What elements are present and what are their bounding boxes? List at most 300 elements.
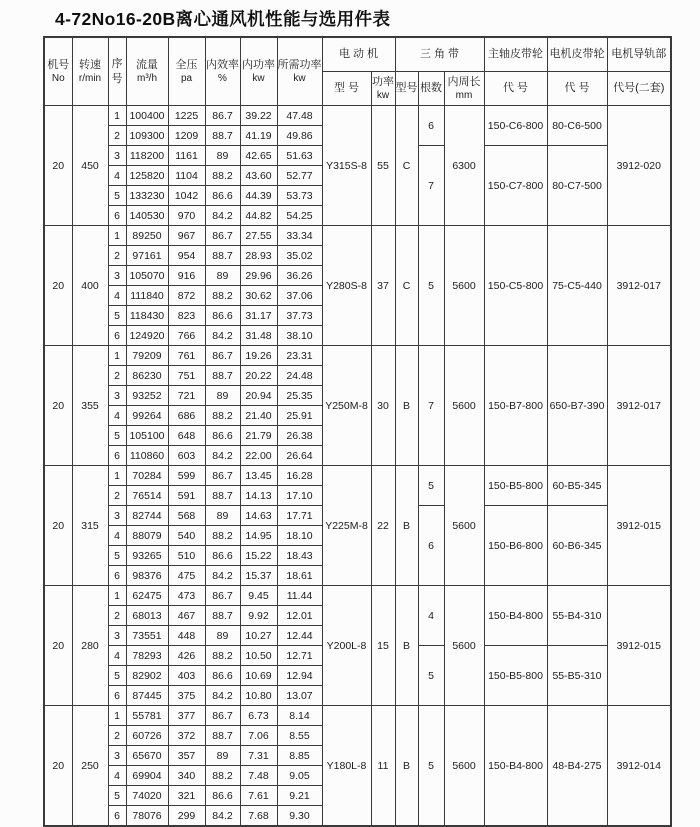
cell-efficiency: 86.6 (205, 186, 240, 206)
cell-efficiency: 86.6 (205, 666, 240, 686)
header-belt-group: 三 角 带 (395, 37, 484, 72)
cell-pressure: 510 (168, 546, 205, 566)
cell-efficiency: 88.2 (205, 526, 240, 546)
cell-belt-length: 5600 (444, 586, 484, 706)
cell-main-pulley: 150-B5-800 (484, 466, 547, 506)
header-machine-no (44, 37, 72, 106)
cell-required-power: 8.85 (277, 746, 322, 766)
header-efficiency-label: 内效率 (206, 58, 239, 71)
header-required-power-unit: kw (293, 73, 306, 85)
header-machine-label: 机号 (47, 58, 70, 71)
cell-pressure: 377 (168, 706, 205, 726)
cell-efficiency: 84.2 (205, 806, 240, 827)
cell-motor-pulley: 55-B5-310 (547, 646, 607, 706)
cell-pressure: 761 (168, 346, 205, 366)
cell-internal-power: 15.37 (240, 566, 277, 586)
cell-internal-power: 14.13 (240, 486, 277, 506)
cell-efficiency: 89 (205, 266, 240, 286)
cell-internal-power: 7.68 (240, 806, 277, 827)
cell-internal-power: 27.55 (240, 226, 277, 246)
cell-required-power: 38.10 (277, 326, 322, 346)
cell-efficiency: 89 (205, 506, 240, 526)
cell-efficiency: 86.6 (205, 306, 240, 326)
cell-serial: 6 (108, 806, 126, 827)
header-pressure (168, 37, 205, 106)
header-motor-pulley-group: 电机皮带轮 (547, 37, 607, 72)
header-motor-power-unit: kw (376, 90, 390, 102)
header-speed-unit: r/min (78, 73, 102, 85)
cell-serial: 4 (108, 166, 126, 186)
header-motor-power-label: 功率 (372, 75, 394, 88)
cell-efficiency: 84.2 (205, 326, 240, 346)
cell-efficiency: 84.2 (205, 686, 240, 706)
cell-serial: 2 (108, 366, 126, 386)
cell-internal-power: 31.17 (240, 306, 277, 326)
cell-serial: 5 (108, 306, 126, 326)
cell-internal-power: 43.60 (240, 166, 277, 186)
cell-serial: 2 (108, 126, 126, 146)
cell-main-pulley: 150-B4-800 (484, 586, 547, 646)
header-main-pulley-code: 代 号 (484, 72, 547, 106)
cell-internal-power: 6.73 (240, 706, 277, 726)
cell-rail-code: 3912-017 (607, 346, 671, 466)
cell-flow: 110860 (126, 446, 168, 466)
cell-flow: 88079 (126, 526, 168, 546)
page-title: 4-72No16-20B离心通风机性能与选用件表 (55, 9, 391, 29)
cell-main-pulley: 150-C5-800 (484, 226, 547, 346)
cell-pressure: 823 (168, 306, 205, 326)
cell-rail-code: 3912-014 (607, 706, 671, 827)
cell-efficiency: 86.7 (205, 706, 240, 726)
cell-pressure: 1225 (168, 106, 205, 126)
cell-efficiency: 88.7 (205, 486, 240, 506)
cell-motor-power: 22 (371, 466, 395, 586)
cell-machine-no: 20 (44, 106, 72, 226)
header-serial-bottom: 号 (111, 72, 123, 85)
cell-machine-no: 20 (44, 346, 72, 466)
cell-internal-power: 28.93 (240, 246, 277, 266)
cell-main-pulley: 150-B6-800 (484, 506, 547, 586)
cell-serial: 5 (108, 666, 126, 686)
cell-pressure: 372 (168, 726, 205, 746)
header-belt-count: 根数 (418, 72, 444, 106)
cell-serial: 4 (108, 406, 126, 426)
cell-flow: 93252 (126, 386, 168, 406)
cell-serial: 2 (108, 246, 126, 266)
header-machine-unit: No (51, 73, 65, 85)
cell-efficiency: 89 (205, 746, 240, 766)
cell-efficiency: 88.7 (205, 246, 240, 266)
cell-flow: 105070 (126, 266, 168, 286)
header-required-power-label: 所需功率 (277, 58, 322, 71)
cell-flow: 78076 (126, 806, 168, 827)
cell-efficiency: 89 (205, 146, 240, 166)
cell-speed: 315 (72, 466, 108, 586)
cell-belt-length: 6300 (444, 106, 484, 226)
cell-required-power: 35.02 (277, 246, 322, 266)
cell-pressure: 448 (168, 626, 205, 646)
cell-efficiency: 86.7 (205, 466, 240, 486)
cell-internal-power: 20.22 (240, 366, 277, 386)
header-speed-label: 转速 (79, 58, 101, 71)
cell-belt-count: 5 (418, 706, 444, 827)
cell-required-power: 51.63 (277, 146, 322, 166)
header-flow (126, 37, 168, 106)
cell-flow: 111840 (126, 286, 168, 306)
cell-flow: 82744 (126, 506, 168, 526)
cell-serial: 6 (108, 206, 126, 226)
cell-flow: 74020 (126, 786, 168, 806)
cell-required-power: 49.86 (277, 126, 322, 146)
cell-required-power: 36.26 (277, 266, 322, 286)
cell-pressure: 426 (168, 646, 205, 666)
cell-pressure: 299 (168, 806, 205, 827)
cell-motor-model: Y280S-8 (322, 226, 371, 346)
cell-internal-power: 7.31 (240, 746, 277, 766)
header-required-power (277, 37, 322, 106)
cell-belt-length: 5600 (444, 706, 484, 827)
cell-flow: 105100 (126, 426, 168, 446)
cell-motor-power: 30 (371, 346, 395, 466)
cell-efficiency: 89 (205, 626, 240, 646)
header-motor-pulley-code: 代 号 (547, 72, 607, 106)
table-header (44, 37, 671, 106)
cell-motor-model: Y180L-8 (322, 706, 371, 827)
cell-flow: 79209 (126, 346, 168, 366)
cell-serial: 2 (108, 726, 126, 746)
cell-pressure: 648 (168, 426, 205, 446)
header-belt-length-label: 内周长 (447, 75, 481, 88)
cell-required-power: 12.94 (277, 666, 322, 686)
cell-main-pulley: 150-B5-800 (484, 646, 547, 706)
cell-speed: 280 (72, 586, 108, 706)
cell-efficiency: 86.6 (205, 546, 240, 566)
cell-required-power: 33.34 (277, 226, 322, 246)
cell-flow: 82902 (126, 666, 168, 686)
cell-serial: 1 (108, 226, 126, 246)
cell-required-power: 47.48 (277, 106, 322, 126)
cell-flow: 69904 (126, 766, 168, 786)
cell-internal-power: 14.95 (240, 526, 277, 546)
cell-required-power: 26.64 (277, 446, 322, 466)
cell-internal-power: 21.79 (240, 426, 277, 446)
cell-efficiency: 88.7 (205, 726, 240, 746)
cell-serial: 5 (108, 786, 126, 806)
cell-pressure: 568 (168, 506, 205, 526)
cell-required-power: 9.05 (277, 766, 322, 786)
cell-flow: 133230 (126, 186, 168, 206)
cell-serial: 5 (108, 426, 126, 446)
cell-pressure: 751 (168, 366, 205, 386)
cell-internal-power: 44.82 (240, 206, 277, 226)
cell-flow: 87445 (126, 686, 168, 706)
cell-internal-power: 10.50 (240, 646, 277, 666)
cell-efficiency: 88.2 (205, 406, 240, 426)
header-motor-model: 型 号 (322, 72, 371, 106)
perf-row (44, 586, 671, 606)
perf-row (44, 346, 671, 366)
cell-efficiency: 89 (205, 386, 240, 406)
cell-rail-code: 3912-015 (607, 466, 671, 586)
cell-motor-model: Y315S-8 (322, 106, 371, 226)
cell-internal-power: 29.96 (240, 266, 277, 286)
cell-belt-model: C (395, 106, 418, 226)
cell-main-pulley: 150-C7-800 (484, 146, 547, 226)
cell-required-power: 12.71 (277, 646, 322, 666)
cell-main-pulley: 150-B7-800 (484, 346, 547, 466)
cell-internal-power: 41.19 (240, 126, 277, 146)
cell-motor-model: Y250M-8 (322, 346, 371, 466)
cell-internal-power: 13.45 (240, 466, 277, 486)
cell-required-power: 18.61 (277, 566, 322, 586)
cell-motor-power: 37 (371, 226, 395, 346)
cell-speed: 450 (72, 106, 108, 226)
cell-flow: 73551 (126, 626, 168, 646)
cell-required-power: 53.73 (277, 186, 322, 206)
cell-required-power: 25.35 (277, 386, 322, 406)
header-belt-length-unit: mm (455, 90, 473, 102)
cell-pressure: 467 (168, 606, 205, 626)
cell-internal-power: 20.94 (240, 386, 277, 406)
cell-required-power: 26.38 (277, 426, 322, 446)
cell-efficiency: 86.7 (205, 346, 240, 366)
cell-flow: 60726 (126, 726, 168, 746)
cell-required-power: 8.14 (277, 706, 322, 726)
cell-required-power: 16.28 (277, 466, 322, 486)
cell-internal-power: 7.06 (240, 726, 277, 746)
cell-pressure: 375 (168, 686, 205, 706)
cell-belt-model: B (395, 586, 418, 706)
cell-serial: 1 (108, 466, 126, 486)
cell-pressure: 603 (168, 446, 205, 466)
cell-pressure: 340 (168, 766, 205, 786)
cell-main-pulley: 150-B4-800 (484, 706, 547, 827)
cell-required-power: 8.55 (277, 726, 322, 746)
cell-internal-power: 7.61 (240, 786, 277, 806)
cell-serial: 3 (108, 746, 126, 766)
cell-pressure: 1161 (168, 146, 205, 166)
cell-internal-power: 39.22 (240, 106, 277, 126)
cell-serial: 2 (108, 486, 126, 506)
cell-serial: 1 (108, 586, 126, 606)
cell-serial: 1 (108, 706, 126, 726)
cell-internal-power: 7.48 (240, 766, 277, 786)
cell-serial: 4 (108, 286, 126, 306)
cell-belt-model: B (395, 346, 418, 466)
cell-flow: 125820 (126, 166, 168, 186)
cell-serial: 5 (108, 546, 126, 566)
cell-required-power: 18.43 (277, 546, 322, 566)
cell-pressure: 766 (168, 326, 205, 346)
cell-flow: 118430 (126, 306, 168, 326)
cell-belt-length: 5600 (444, 226, 484, 346)
header-speed (72, 37, 108, 106)
cell-motor-model: Y225M-8 (322, 466, 371, 586)
cell-required-power: 12.44 (277, 626, 322, 646)
cell-flow: 62475 (126, 586, 168, 606)
header-motor-power (371, 72, 395, 106)
perf-row (44, 226, 671, 246)
cell-efficiency: 86.7 (205, 106, 240, 126)
cell-flow: 109300 (126, 126, 168, 146)
cell-internal-power: 44.39 (240, 186, 277, 206)
header-rail-code: 代号(二套) (607, 72, 671, 106)
cell-flow: 118200 (126, 146, 168, 166)
cell-required-power: 17.10 (277, 486, 322, 506)
cell-motor-pulley: 80-C7-500 (547, 146, 607, 226)
cell-belt-model: B (395, 466, 418, 586)
cell-required-power: 17.71 (277, 506, 322, 526)
header-internal-power (240, 37, 277, 106)
header-flow-label: 流量 (136, 58, 158, 71)
header-serial-top: 序 (111, 58, 123, 71)
perf-row (44, 466, 671, 486)
cell-motor-pulley: 75-C5-440 (547, 226, 607, 346)
header-efficiency (205, 37, 240, 106)
header-efficiency-unit: % (218, 73, 227, 85)
cell-rail-code: 3912-020 (607, 106, 671, 226)
cell-internal-power: 10.80 (240, 686, 277, 706)
cell-serial: 4 (108, 526, 126, 546)
cell-efficiency: 84.2 (205, 206, 240, 226)
header-belt-length (444, 72, 484, 106)
cell-flow: 89250 (126, 226, 168, 246)
cell-serial: 5 (108, 186, 126, 206)
cell-serial: 3 (108, 506, 126, 526)
cell-serial: 6 (108, 326, 126, 346)
cell-required-power: 37.06 (277, 286, 322, 306)
cell-internal-power: 30.62 (240, 286, 277, 306)
cell-efficiency: 88.2 (205, 766, 240, 786)
cell-pressure: 1042 (168, 186, 205, 206)
cell-belt-length: 5600 (444, 466, 484, 586)
cell-serial: 3 (108, 626, 126, 646)
cell-serial: 1 (108, 346, 126, 366)
cell-belt-count: 6 (418, 106, 444, 146)
cell-pressure: 967 (168, 226, 205, 246)
perf-row (44, 106, 671, 126)
cell-efficiency: 84.2 (205, 566, 240, 586)
cell-efficiency: 86.6 (205, 426, 240, 446)
cell-internal-power: 10.69 (240, 666, 277, 686)
cell-machine-no: 20 (44, 706, 72, 827)
cell-required-power: 23.31 (277, 346, 322, 366)
cell-belt-length: 5600 (444, 346, 484, 466)
cell-flow: 99264 (126, 406, 168, 426)
cell-motor-pulley: 80-C6-500 (547, 106, 607, 146)
cell-serial: 2 (108, 606, 126, 626)
cell-flow: 86230 (126, 366, 168, 386)
cell-internal-power: 31.48 (240, 326, 277, 346)
cell-required-power: 52.77 (277, 166, 322, 186)
cell-internal-power: 42.65 (240, 146, 277, 166)
cell-pressure: 872 (168, 286, 205, 306)
cell-speed: 355 (72, 346, 108, 466)
cell-pressure: 475 (168, 566, 205, 586)
cell-speed: 250 (72, 706, 108, 827)
cell-flow: 124920 (126, 326, 168, 346)
cell-required-power: 9.21 (277, 786, 322, 806)
cell-speed: 400 (72, 226, 108, 346)
cell-flow: 76514 (126, 486, 168, 506)
cell-internal-power: 15.22 (240, 546, 277, 566)
cell-belt-count: 5 (418, 466, 444, 506)
cell-belt-count: 5 (418, 646, 444, 706)
header-belt-model: 型号 (395, 72, 418, 106)
performance-table (43, 36, 672, 827)
cell-motor-pulley: 48-B4-275 (547, 706, 607, 827)
cell-belt-count: 7 (418, 146, 444, 226)
cell-required-power: 9.30 (277, 806, 322, 827)
table-body (44, 106, 671, 827)
cell-pressure: 1104 (168, 166, 205, 186)
header-rail-group: 电机导轨部 (607, 37, 671, 72)
cell-internal-power: 14.63 (240, 506, 277, 526)
cell-serial: 4 (108, 646, 126, 666)
cell-motor-pulley: 55-B4-310 (547, 586, 607, 646)
cell-required-power: 12.01 (277, 606, 322, 626)
cell-belt-count: 5 (418, 226, 444, 346)
cell-internal-power: 9.92 (240, 606, 277, 626)
cell-efficiency: 88.7 (205, 366, 240, 386)
cell-belt-count: 6 (418, 506, 444, 586)
cell-required-power: 37.73 (277, 306, 322, 326)
cell-serial: 3 (108, 386, 126, 406)
cell-internal-power: 22.00 (240, 446, 277, 466)
header-internal-power-unit: kw (252, 73, 265, 85)
cell-flow: 70284 (126, 466, 168, 486)
cell-serial: 3 (108, 266, 126, 286)
cell-motor-pulley: 60-B6-345 (547, 506, 607, 586)
cell-main-pulley: 150-C6-800 (484, 106, 547, 146)
cell-serial: 6 (108, 686, 126, 706)
cell-belt-model: C (395, 226, 418, 346)
cell-flow: 93265 (126, 546, 168, 566)
cell-efficiency: 84.2 (205, 446, 240, 466)
cell-flow: 65670 (126, 746, 168, 766)
cell-efficiency: 88.2 (205, 166, 240, 186)
cell-required-power: 25.91 (277, 406, 322, 426)
header-pressure-label: 全压 (175, 58, 198, 71)
header-flow-unit: m³/h (137, 73, 157, 85)
cell-flow: 100400 (126, 106, 168, 126)
cell-pressure: 686 (168, 406, 205, 426)
cell-belt-count: 7 (418, 346, 444, 466)
cell-efficiency: 86.7 (205, 586, 240, 606)
cell-internal-power: 9.45 (240, 586, 277, 606)
cell-required-power: 54.25 (277, 206, 322, 226)
cell-motor-power: 11 (371, 706, 395, 827)
cell-serial: 3 (108, 146, 126, 166)
cell-motor-pulley: 60-B5-345 (547, 466, 607, 506)
cell-required-power: 11.44 (277, 586, 322, 606)
cell-rail-code: 3912-017 (607, 226, 671, 346)
cell-flow: 98376 (126, 566, 168, 586)
cell-machine-no: 20 (44, 226, 72, 346)
cell-motor-pulley: 650-B7-390 (547, 346, 607, 466)
cell-pressure: 954 (168, 246, 205, 266)
cell-flow: 55781 (126, 706, 168, 726)
cell-pressure: 321 (168, 786, 205, 806)
cell-machine-no: 20 (44, 466, 72, 586)
cell-belt-model: B (395, 706, 418, 827)
header-main-pulley-group: 主轴皮带轮 (484, 37, 547, 72)
header-internal-power-label: 内功率 (242, 58, 275, 71)
cell-pressure: 473 (168, 586, 205, 606)
cell-efficiency: 88.7 (205, 606, 240, 626)
header-pressure-unit: pa (180, 73, 193, 85)
cell-pressure: 1209 (168, 126, 205, 146)
